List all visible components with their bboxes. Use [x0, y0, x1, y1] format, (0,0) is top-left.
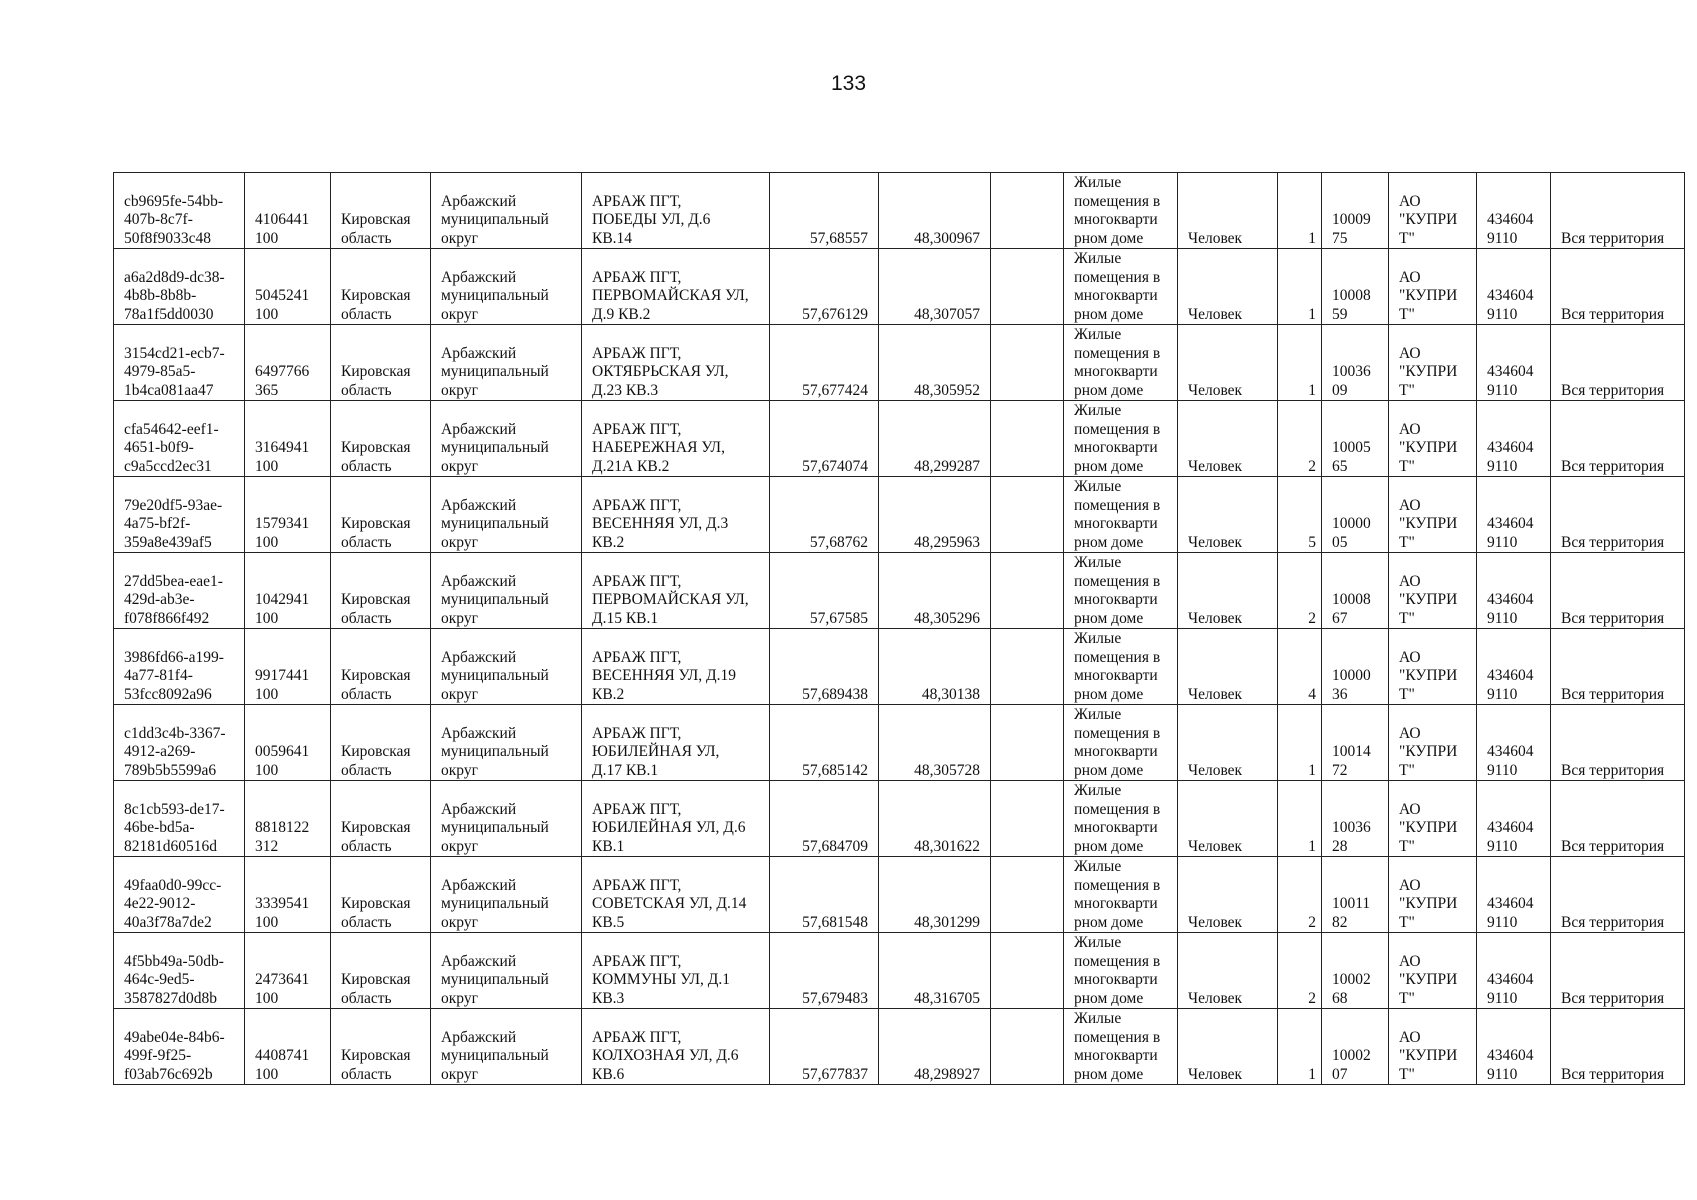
longitude-cell: 48,301299: [879, 857, 991, 933]
count-cell: 4: [1278, 629, 1322, 705]
address-cell: АРБАЖ ПГТ, КОЛХОЗНАЯ УЛ, Д.6 КВ.6: [582, 1009, 770, 1085]
longitude-cell: 48,316705: [879, 933, 991, 1009]
organization-cell: АО "КУПРИ Т": [1389, 477, 1477, 553]
inn-cell: 434604 9110: [1477, 249, 1551, 325]
region-cell: Кировская область: [331, 933, 431, 1009]
territory-cell: Вся территория: [1551, 401, 1685, 477]
longitude-cell: 48,30138: [879, 629, 991, 705]
premises-type-cell: Жилые помещения в многокварти рном доме: [1064, 325, 1178, 401]
organization-cell: АО "КУПРИ Т": [1389, 249, 1477, 325]
id-cell: 3986fd66-a199- 4a77-81f4- 53fcc8092a96: [114, 629, 245, 705]
territory-cell: Вся территория: [1551, 781, 1685, 857]
count-cell: 2: [1278, 553, 1322, 629]
district-cell: Арбажский муниципальный округ: [431, 553, 582, 629]
address-cell: АРБАЖ ПГТ, СОВЕТСКАЯ УЛ, Д.14 КВ.5: [582, 857, 770, 933]
organization-cell: АО "КУПРИ Т": [1389, 857, 1477, 933]
account-cell: 10036 09: [1322, 325, 1389, 401]
latitude-cell: 57,68762: [770, 477, 879, 553]
id-cell: 49faa0d0-99cc- 4e22-9012- 40a3f78a7de2: [114, 857, 245, 933]
region-cell: Кировская область: [331, 401, 431, 477]
latitude-cell: 57,689438: [770, 629, 879, 705]
id-cell: 3154cd21-ecb7- 4979-85a5- 1b4ca081aa47: [114, 325, 245, 401]
premises-type-cell: Жилые помещения в многокварти рном доме: [1064, 477, 1178, 553]
id-cell: c1dd3c4b-3367- 4912-a269- 789b5b5599a6: [114, 705, 245, 781]
region-cell: Кировская область: [331, 629, 431, 705]
region-cell: Кировская область: [331, 553, 431, 629]
table-row: [114, 705, 1685, 781]
empty-cell: [991, 629, 1064, 705]
empty-cell: [991, 933, 1064, 1009]
premises-type-cell: Жилые помещения в многокварти рном доме: [1064, 933, 1178, 1009]
latitude-cell: 57,681548: [770, 857, 879, 933]
organization-cell: АО "КУПРИ Т": [1389, 173, 1477, 249]
district-cell: Арбажский муниципальный округ: [431, 1009, 582, 1085]
territory-cell: Вся территория: [1551, 1009, 1685, 1085]
id-cell: 8c1cb593-de17- 46be-bd5a- 82181d60516d: [114, 781, 245, 857]
account-cell: 10000 05: [1322, 477, 1389, 553]
region-cell: Кировская область: [331, 857, 431, 933]
longitude-cell: 48,305952: [879, 325, 991, 401]
inn-cell: 434604 9110: [1477, 477, 1551, 553]
code-cell: 6497766 365: [245, 325, 331, 401]
inn-cell: 434604 9110: [1477, 325, 1551, 401]
inn-cell: 434604 9110: [1477, 629, 1551, 705]
address-cell: АРБАЖ ПГТ, НАБЕРЕЖНАЯ УЛ, Д.21А КВ.2: [582, 401, 770, 477]
inn-cell: 434604 9110: [1477, 1009, 1551, 1085]
address-cell: АРБАЖ ПГТ, ВЕСЕННЯЯ УЛ, Д.19 КВ.2: [582, 629, 770, 705]
empty-cell: [991, 1009, 1064, 1085]
inn-cell: 434604 9110: [1477, 553, 1551, 629]
organization-cell: АО "КУПРИ Т": [1389, 705, 1477, 781]
region-cell: Кировская область: [331, 1009, 431, 1085]
inn-cell: 434604 9110: [1477, 173, 1551, 249]
premises-type-cell: Жилые помещения в многокварти рном доме: [1064, 705, 1178, 781]
latitude-cell: 57,674074: [770, 401, 879, 477]
premises-type-cell: Жилые помещения в многокварти рном доме: [1064, 1009, 1178, 1085]
page-number: 133: [830, 72, 867, 95]
code-cell: 5045241 100: [245, 249, 331, 325]
latitude-cell: 57,684709: [770, 781, 879, 857]
id-cell: cb9695fe-54bb- 407b-8c7f- 50f8f9033c48: [114, 173, 245, 249]
inn-cell: 434604 9110: [1477, 933, 1551, 1009]
region-cell: Кировская область: [331, 477, 431, 553]
code-cell: 1579341 100: [245, 477, 331, 553]
table-row: [114, 249, 1685, 325]
code-cell: 3339541 100: [245, 857, 331, 933]
district-cell: Арбажский муниципальный округ: [431, 477, 582, 553]
address-cell: АРБАЖ ПГТ, ПЕРВОМАЙСКАЯ УЛ, Д.15 КВ.1: [582, 553, 770, 629]
latitude-cell: 57,676129: [770, 249, 879, 325]
count-cell: 5: [1278, 477, 1322, 553]
registry-body: [114, 173, 1685, 1085]
code-cell: 4106441 100: [245, 173, 331, 249]
count-cell: 1: [1278, 705, 1322, 781]
count-cell: 1: [1278, 325, 1322, 401]
code-cell: 4408741 100: [245, 1009, 331, 1085]
account-cell: 10008 59: [1322, 249, 1389, 325]
registry-table: [113, 172, 1685, 1085]
id-cell: 27dd5bea-eae1- 429d-ab3e- f078f866f492: [114, 553, 245, 629]
longitude-cell: 48,299287: [879, 401, 991, 477]
unit-cell: Человек: [1178, 553, 1278, 629]
organization-cell: АО "КУПРИ Т": [1389, 933, 1477, 1009]
id-cell: a6a2d8d9-dc38- 4b8b-8b8b- 78a1f5dd0030: [114, 249, 245, 325]
organization-cell: АО "КУПРИ Т": [1389, 1009, 1477, 1085]
address-cell: АРБАЖ ПГТ, ЮБИЛЕЙНАЯ УЛ, Д.17 КВ.1: [582, 705, 770, 781]
id-cell: 49abe04e-84b6- 499f-9f25- f03ab76c692b: [114, 1009, 245, 1085]
territory-cell: Вся территория: [1551, 857, 1685, 933]
longitude-cell: 48,300967: [879, 173, 991, 249]
empty-cell: [991, 705, 1064, 781]
table-row: [114, 553, 1685, 629]
address-cell: АРБАЖ ПГТ, ПЕРВОМАЙСКАЯ УЛ, Д.9 КВ.2: [582, 249, 770, 325]
territory-cell: Вся территория: [1551, 325, 1685, 401]
organization-cell: АО "КУПРИ Т": [1389, 629, 1477, 705]
unit-cell: Человек: [1178, 249, 1278, 325]
inn-cell: 434604 9110: [1477, 401, 1551, 477]
organization-cell: АО "КУПРИ Т": [1389, 401, 1477, 477]
empty-cell: [991, 857, 1064, 933]
code-cell: 2473641 100: [245, 933, 331, 1009]
longitude-cell: 48,305296: [879, 553, 991, 629]
unit-cell: Человек: [1178, 477, 1278, 553]
district-cell: Арбажский муниципальный округ: [431, 781, 582, 857]
unit-cell: Человек: [1178, 1009, 1278, 1085]
code-cell: 3164941 100: [245, 401, 331, 477]
table-row: [114, 781, 1685, 857]
table-row: [114, 857, 1685, 933]
table-row: [114, 629, 1685, 705]
premises-type-cell: Жилые помещения в многокварти рном доме: [1064, 629, 1178, 705]
organization-cell: АО "КУПРИ Т": [1389, 781, 1477, 857]
premises-type-cell: Жилые помещения в многокварти рном доме: [1064, 857, 1178, 933]
organization-cell: АО "КУПРИ Т": [1389, 553, 1477, 629]
district-cell: Арбажский муниципальный округ: [431, 249, 582, 325]
premises-type-cell: Жилые помещения в многокварти рном доме: [1064, 553, 1178, 629]
count-cell: 1: [1278, 249, 1322, 325]
empty-cell: [991, 553, 1064, 629]
table-row: [114, 477, 1685, 553]
empty-cell: [991, 325, 1064, 401]
unit-cell: Человек: [1178, 629, 1278, 705]
account-cell: 10005 65: [1322, 401, 1389, 477]
empty-cell: [991, 401, 1064, 477]
table-row: [114, 325, 1685, 401]
district-cell: Арбажский муниципальный округ: [431, 629, 582, 705]
district-cell: Арбажский муниципальный округ: [431, 933, 582, 1009]
count-cell: 1: [1278, 173, 1322, 249]
code-cell: 0059641 100: [245, 705, 331, 781]
region-cell: Кировская область: [331, 705, 431, 781]
district-cell: Арбажский муниципальный округ: [431, 857, 582, 933]
unit-cell: Человек: [1178, 705, 1278, 781]
account-cell: 10002 07: [1322, 1009, 1389, 1085]
organization-cell: АО "КУПРИ Т": [1389, 325, 1477, 401]
address-cell: АРБАЖ ПГТ, КОММУНЫ УЛ, Д.1 КВ.3: [582, 933, 770, 1009]
code-cell: 8818122 312: [245, 781, 331, 857]
empty-cell: [991, 781, 1064, 857]
account-cell: 10036 28: [1322, 781, 1389, 857]
table-row: [114, 173, 1685, 249]
latitude-cell: 57,68557: [770, 173, 879, 249]
empty-cell: [991, 173, 1064, 249]
count-cell: 2: [1278, 401, 1322, 477]
longitude-cell: 48,298927: [879, 1009, 991, 1085]
longitude-cell: 48,301622: [879, 781, 991, 857]
account-cell: 10002 68: [1322, 933, 1389, 1009]
unit-cell: Человек: [1178, 857, 1278, 933]
region-cell: Кировская область: [331, 325, 431, 401]
inn-cell: 434604 9110: [1477, 705, 1551, 781]
territory-cell: Вся территория: [1551, 553, 1685, 629]
unit-cell: Человек: [1178, 781, 1278, 857]
longitude-cell: 48,305728: [879, 705, 991, 781]
unit-cell: Человек: [1178, 401, 1278, 477]
region-cell: Кировская область: [331, 173, 431, 249]
id-cell: cfa54642-eef1- 4651-b0f9- c9a5ccd2ec31: [114, 401, 245, 477]
latitude-cell: 57,677424: [770, 325, 879, 401]
premises-type-cell: Жилые помещения в многокварти рном доме: [1064, 781, 1178, 857]
empty-cell: [991, 477, 1064, 553]
code-cell: 9917441 100: [245, 629, 331, 705]
premises-type-cell: Жилые помещения в многокварти рном доме: [1064, 401, 1178, 477]
region-cell: Кировская область: [331, 249, 431, 325]
inn-cell: 434604 9110: [1477, 781, 1551, 857]
address-cell: АРБАЖ ПГТ, ЮБИЛЕЙНАЯ УЛ, Д.6 КВ.1: [582, 781, 770, 857]
territory-cell: Вся территория: [1551, 629, 1685, 705]
address-cell: АРБАЖ ПГТ, ВЕСЕННЯЯ УЛ, Д.3 КВ.2: [582, 477, 770, 553]
territory-cell: Вся территория: [1551, 933, 1685, 1009]
table-row: [114, 401, 1685, 477]
unit-cell: Человек: [1178, 325, 1278, 401]
empty-cell: [991, 249, 1064, 325]
region-cell: Кировская область: [331, 781, 431, 857]
count-cell: 1: [1278, 1009, 1322, 1085]
premises-type-cell: Жилые помещения в многокварти рном доме: [1064, 249, 1178, 325]
territory-cell: Вся территория: [1551, 705, 1685, 781]
id-cell: 4f5bb49a-50db- 464c-9ed5- 3587827d0d8b: [114, 933, 245, 1009]
district-cell: Арбажский муниципальный округ: [431, 173, 582, 249]
address-cell: АРБАЖ ПГТ, ОКТЯБРЬСКАЯ УЛ, Д.23 КВ.3: [582, 325, 770, 401]
count-cell: 2: [1278, 857, 1322, 933]
account-cell: 10000 36: [1322, 629, 1389, 705]
latitude-cell: 57,677837: [770, 1009, 879, 1085]
account-cell: 10008 67: [1322, 553, 1389, 629]
account-cell: 10011 82: [1322, 857, 1389, 933]
territory-cell: Вся территория: [1551, 477, 1685, 553]
account-cell: 10009 75: [1322, 173, 1389, 249]
territory-cell: Вся территория: [1551, 249, 1685, 325]
inn-cell: 434604 9110: [1477, 857, 1551, 933]
longitude-cell: 48,295963: [879, 477, 991, 553]
premises-type-cell: Жилые помещения в многокварти рном доме: [1064, 173, 1178, 249]
territory-cell: Вся территория: [1551, 173, 1685, 249]
unit-cell: Человек: [1178, 933, 1278, 1009]
district-cell: Арбажский муниципальный округ: [431, 401, 582, 477]
unit-cell: Человек: [1178, 173, 1278, 249]
district-cell: Арбажский муниципальный округ: [431, 705, 582, 781]
latitude-cell: 57,67585: [770, 553, 879, 629]
address-cell: АРБАЖ ПГТ, ПОБЕДЫ УЛ, Д.6 КВ.14: [582, 173, 770, 249]
district-cell: Арбажский муниципальный округ: [431, 325, 582, 401]
longitude-cell: 48,307057: [879, 249, 991, 325]
account-cell: 10014 72: [1322, 705, 1389, 781]
code-cell: 1042941 100: [245, 553, 331, 629]
id-cell: 79e20df5-93ae- 4a75-bf2f- 359a8e439af5: [114, 477, 245, 553]
count-cell: 1: [1278, 781, 1322, 857]
table-row: [114, 1009, 1685, 1085]
table-row: [114, 933, 1685, 1009]
latitude-cell: 57,685142: [770, 705, 879, 781]
count-cell: 2: [1278, 933, 1322, 1009]
latitude-cell: 57,679483: [770, 933, 879, 1009]
